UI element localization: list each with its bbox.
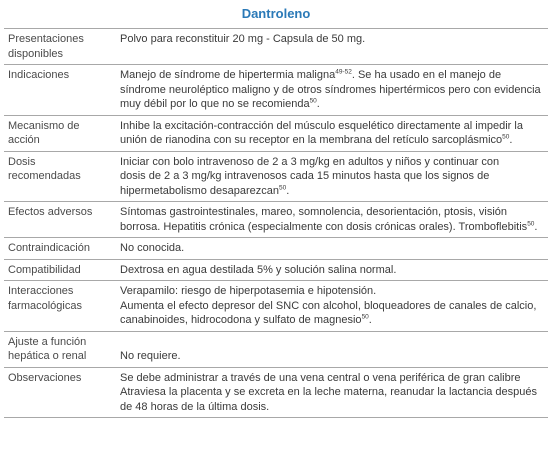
row-value — [112, 238, 548, 260]
row-label-line: recomendadas — [8, 170, 81, 182]
row-label-line: Observaciones — [8, 371, 82, 384]
row-value — [112, 202, 548, 238]
citation-superscript: 50 — [361, 313, 369, 321]
value-text: No conocida. — [120, 242, 185, 254]
row-label-line: Mecanismo de — [8, 119, 80, 132]
value-text: No requiere. — [120, 350, 181, 362]
row-value — [112, 151, 548, 202]
value-text: Aumenta el efecto depresor del SNC con alcohol, bloqueadores de canales de calcio, — [120, 299, 537, 312]
value-text-after: . — [509, 134, 513, 146]
value-text: Se debe administrar a través de una vena central o vena periférica de gran calibre — [120, 371, 521, 384]
citation-superscript: 49-52 — [335, 68, 352, 76]
row-value-line — [120, 313, 542, 328]
row-value-line — [120, 97, 542, 112]
row-label-line: Presentaciones — [8, 33, 84, 45]
value-text: canabinoides, hidrocodona y sulfato de magnesio — [120, 314, 362, 326]
value-text: unión de rianodina con su receptor en la membrana del retículo sarcoplásmico — [120, 134, 503, 146]
row-value — [112, 65, 548, 116]
citation-superscript: 50 — [309, 97, 317, 105]
row-label — [4, 65, 112, 116]
value-text: muy débil por lo que no se recomienda — [120, 98, 310, 110]
citation-superscript: 50 — [502, 133, 510, 141]
row-value — [112, 29, 548, 65]
row-value-line — [120, 83, 542, 98]
row-value-line — [120, 205, 542, 220]
row-value-line — [120, 32, 542, 47]
row-label — [4, 115, 112, 151]
row-label-line: Dosis — [8, 155, 36, 168]
row-value-line — [120, 299, 542, 314]
value-text: Polvo para reconstituir 20 mg - Capsula de 50 mg. — [120, 33, 366, 45]
value-text: Atraviesa la placenta y se excreta en la leche materna, reanudar la lactancia después — [120, 386, 538, 398]
table-row — [4, 29, 548, 65]
row-label-line: Indicaciones — [8, 69, 70, 81]
row-label-line: disponibles — [8, 47, 64, 60]
row-label-line: farmacológicas — [8, 299, 82, 312]
row-value — [112, 281, 548, 332]
row-label — [4, 259, 112, 281]
table-row — [4, 238, 548, 260]
row-label — [4, 29, 112, 65]
row-value-line — [120, 400, 542, 415]
row-value-line — [120, 284, 542, 299]
row-value-line — [120, 335, 542, 350]
table-row — [4, 202, 548, 238]
value-text: de 48 horas de la última dosis. — [120, 400, 270, 413]
row-value-line — [120, 349, 542, 364]
row-label — [4, 281, 112, 332]
row-label — [4, 367, 112, 418]
value-text-after: . — [368, 314, 372, 326]
value-text-after: . — [316, 98, 320, 110]
citation-superscript: 50 — [278, 183, 287, 191]
row-label-line: Compatibilidad — [8, 263, 81, 276]
citation-superscript: 50 — [527, 219, 535, 227]
value-text: Manejo de síndrome de hipertermia maligna — [120, 69, 336, 81]
value-text: Verapamilo: riesgo de hiperpotasemia e hipotensión. — [120, 285, 377, 297]
row-value-line — [120, 385, 542, 400]
value-text: Síntomas gastrointestinales, mareo, somnolencia, desorientación, ptosis, visión — [120, 206, 508, 218]
value-text: dosis de 2 a 3 mg/kg intravenosos cada 15 minutos hasta que los signos de — [120, 170, 490, 182]
drug-info-table — [4, 28, 548, 418]
table-row — [4, 115, 548, 151]
value-text-after: . — [286, 184, 290, 197]
row-label-line: acción — [8, 134, 40, 146]
row-value-line — [120, 184, 542, 199]
table-title: Dantroleno — [241, 6, 311, 21]
row-value — [112, 331, 548, 367]
value-text: síndrome neuroléptico maligno y de otros síndromes hipertérmicos pero con evidencia — [120, 83, 541, 96]
value-text: Inhibe la excitación-contracción del músculo esquelético directamente al impedir la — [120, 119, 523, 132]
row-value-line — [120, 169, 542, 184]
row-value-line — [120, 119, 542, 134]
value-text — [120, 336, 123, 348]
row-value-line — [120, 241, 542, 256]
row-label — [4, 331, 112, 367]
row-value — [112, 259, 548, 281]
table-body — [4, 29, 548, 418]
value-text: hipermetabolismo desaparezcan — [120, 184, 279, 197]
row-label-line: hepática o renal — [8, 350, 87, 362]
value-text-after: . — [534, 220, 538, 233]
table-row — [4, 65, 548, 116]
row-value — [112, 367, 548, 418]
row-value-line — [120, 155, 542, 170]
table-row — [4, 259, 548, 281]
value-text: borrosa. Hepatitis crónica (especialmente con dosis crónicas orales). Tromboflebitis — [120, 220, 528, 233]
row-value-line — [120, 220, 542, 235]
row-label-line: Interacciones — [8, 285, 74, 297]
row-value-line — [120, 68, 542, 83]
table-row — [4, 331, 548, 367]
value-text: Iniciar con bolo intravenoso de 2 a 3 mg/kg en adultos y niños y continuar con — [120, 155, 500, 168]
row-label — [4, 202, 112, 238]
row-value — [112, 115, 548, 151]
row-value-line — [120, 263, 542, 278]
row-label-line: Ajuste a función — [8, 335, 87, 348]
row-label — [4, 238, 112, 260]
value-text-after: . Se ha usado en el manejo de — [351, 69, 502, 81]
row-label-line: Efectos adversos — [8, 206, 93, 218]
table-row — [4, 151, 548, 202]
row-value-line — [120, 133, 542, 148]
row-label-line: Contraindicación — [8, 242, 90, 254]
table-row — [4, 281, 548, 332]
value-text: Dextrosa en agua destilada 5% y solución salina normal. — [120, 263, 397, 276]
table-row — [4, 367, 548, 418]
row-value-line — [120, 371, 542, 386]
row-label — [4, 151, 112, 202]
